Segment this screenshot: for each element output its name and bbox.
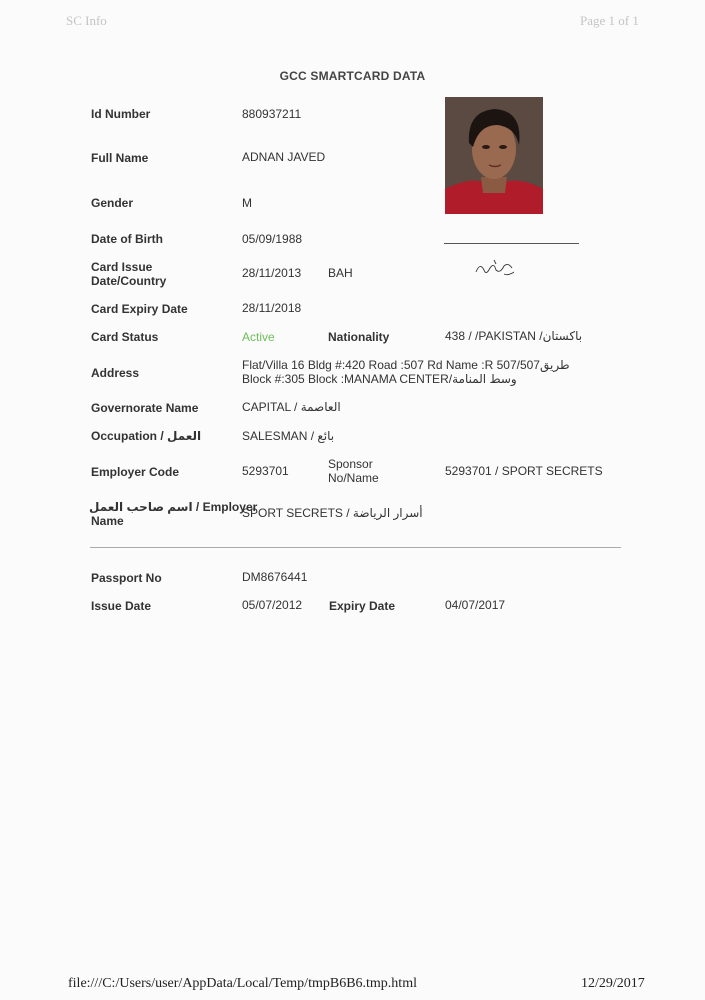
value-address-line2: Block #:305 Block :MANAMA CENTER/وسط المنامة (242, 372, 517, 386)
section-divider (90, 547, 621, 548)
label-occupation: Occupation / العمل (91, 429, 202, 443)
value-occupation: SALESMAN / بائع (242, 429, 335, 443)
value-card-issue-date: 28/11/2013 (242, 266, 302, 280)
header-left: SC Info (66, 13, 107, 28)
label-card-issue-line2: Date/Country (91, 274, 167, 288)
label-nationality: Nationality (328, 330, 390, 344)
value-employer-code: 5293701 (242, 464, 289, 478)
label-id-number: Id Number (91, 107, 151, 121)
value-nationality: 438 / /PAKISTAN /باكستان (445, 329, 583, 343)
label-date-of-birth: Date of Birth (91, 232, 163, 246)
cardholder-photo (445, 97, 543, 214)
value-passport-no: DM8676441 (242, 570, 308, 584)
header-page-number: Page 1 of 1 (580, 13, 639, 28)
label-card-status: Card Status (91, 330, 159, 344)
label-passport-issue-date: Issue Date (91, 599, 152, 613)
label-passport-expiry-date: Expiry Date (329, 599, 396, 613)
label-gender: Gender (91, 196, 134, 210)
value-card-issue-country: BAH (328, 266, 353, 280)
label-employer-code: Employer Code (91, 465, 180, 479)
label-governorate: Governorate Name (91, 401, 199, 415)
label-employer-name-line2: Name (91, 514, 124, 528)
label-passport-no: Passport No (91, 571, 162, 585)
value-governorate: CAPITAL / العاصمة (242, 400, 341, 414)
value-gender: M (242, 196, 252, 210)
value-id-number: 880937211 (242, 107, 302, 121)
value-passport-expiry-date: 04/07/2017 (445, 598, 506, 612)
page-title: GCC SMARTCARD DATA (279, 69, 426, 83)
footer-file-path: file:///C:/Users/user/AppData/Local/Temp/tmpB6B6.tmp.html (68, 976, 417, 991)
value-full-name: ADNAN JAVED (242, 150, 326, 164)
value-sponsor: 5293701 / SPORT SECRETS (445, 464, 603, 478)
label-sponsor-line1: Sponsor (328, 457, 373, 471)
label-address: Address (91, 366, 140, 380)
value-date-of-birth: 05/09/1988 (242, 232, 303, 246)
label-card-issue-line1: Card Issue (91, 260, 153, 274)
label-sponsor-line2: No/Name (328, 471, 379, 485)
signature-image (470, 256, 520, 287)
label-card-expiry: Card Expiry Date (91, 302, 188, 316)
signature-line (444, 243, 579, 244)
value-address-line1: Flat/Villa 16 Bldg #:420 Road :507 Rd Name :R 507/507طريق (242, 358, 570, 372)
portrait-image (445, 97, 543, 214)
footer-print-date: 12/29/2017 (581, 976, 645, 991)
label-full-name: Full Name (91, 151, 149, 165)
value-passport-issue-date: 05/07/2012 (242, 598, 303, 612)
label-employer-name-line1: اسم صاحب العمل / Employer (89, 500, 258, 514)
value-card-status: Active (242, 330, 275, 344)
value-card-expiry: 28/11/2018 (242, 301, 302, 315)
value-employer-name: SPORT SECRETS / أسرار الرياضة (242, 506, 423, 520)
